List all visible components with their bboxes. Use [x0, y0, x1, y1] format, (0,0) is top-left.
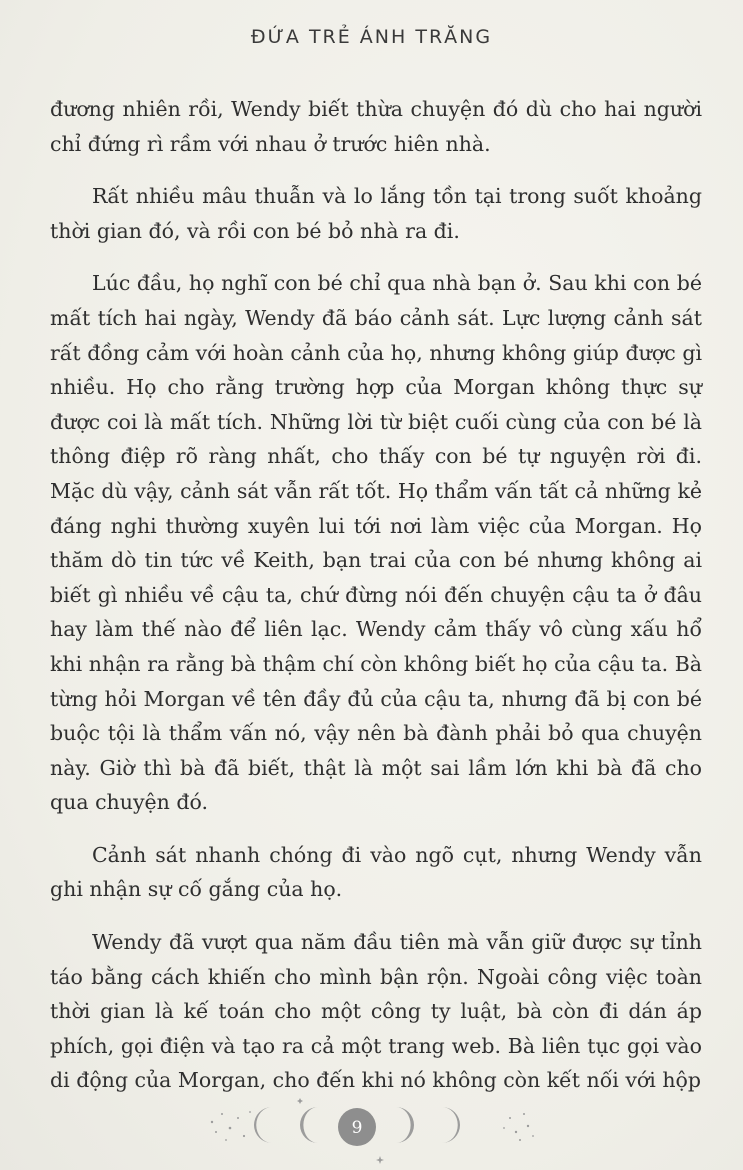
body-text [50, 92, 702, 1116]
page-number: 9 [351, 1118, 363, 1138]
running-header-title: ĐỨA TRẺ ÁNH TRĂNG [250, 26, 493, 48]
paragraph-1: đương nhiên rồi, Wendy biết thừa chuyện đó dù cho hai người chỉ đứng rì rầm với nhau ở trước hiên nhà. [50, 97, 702, 156]
paragraph-3: Lúc đầu, họ nghĩ con bé chỉ qua nhà bạn ở. Sau khi con bé mất tích hai ngày, Wendy đã báo cảnh sát. Lực lượng cảnh sát rất đồng cảm với hoàn cảnh của họ, nhưng không giúp được gì nhiều. Họ cho rằng trường hợp của Morgan không thực sự được coi là mất tích. Những lời từ biệt cuối cùng của con bé là thông điệp rõ ràng nhất, cho thấy con bé tự nguyện rời đi. Mặc dù vậy, cảnh sát vẫn rất tốt. Họ thẩm vấn tất cả những kẻ đáng nghi thường xuyên lui tới nơi làm việc của Morgan. Họ thăm dò tin tức về Keith, bạn trai của con bé nhưng không ai biết gì nhiều về cậu ta, chứ đừng nói đến chuyện cậu ta ở đâu hay làm thế nào để liên lạc. Wendy cảm thấy vô cùng xấu hổ khi nhận ra rằng bà thậm chí còn không biết họ của cậu ta. Bà từng hỏi Morgan về tên đầy đủ của cậu ta, nhưng đã bị con bé buộc tội là thẩm vấn nó, vậy nên bà đành phải bỏ qua chuyện này. Giờ thì bà đã biết, thật là một sai lầm lớn khi bà đã cho qua chuyện đó. [50, 271, 702, 815]
paragraph-5: Wendy đã vượt qua năm đầu tiên mà vẫn giữ được sự tỉnh táo bằng cách khiến cho mình bận rộn. Ngoài công việc toàn thời gian là kế toán cho một công ty luật, bà còn đi dán áp phích, gọi điện và tạo ra cả một trang web. Bà liên tục gọi vào di động của Morgan, cho đến khi nó không còn kết nối với hộp [50, 930, 702, 1093]
paragraph-4: Cảnh sát nhanh chóng đi vào ngõ cụt, nhưng Wendy vẫn ghi nhận sự cố gắng của họ. [50, 842, 702, 902]
paragraph-2: Rất nhiều mâu thuẫn và lo lắng tồn tại trong suốt khoảng thời gian đó, và rồi con bé bỏ nhà ra đi. [50, 184, 702, 243]
